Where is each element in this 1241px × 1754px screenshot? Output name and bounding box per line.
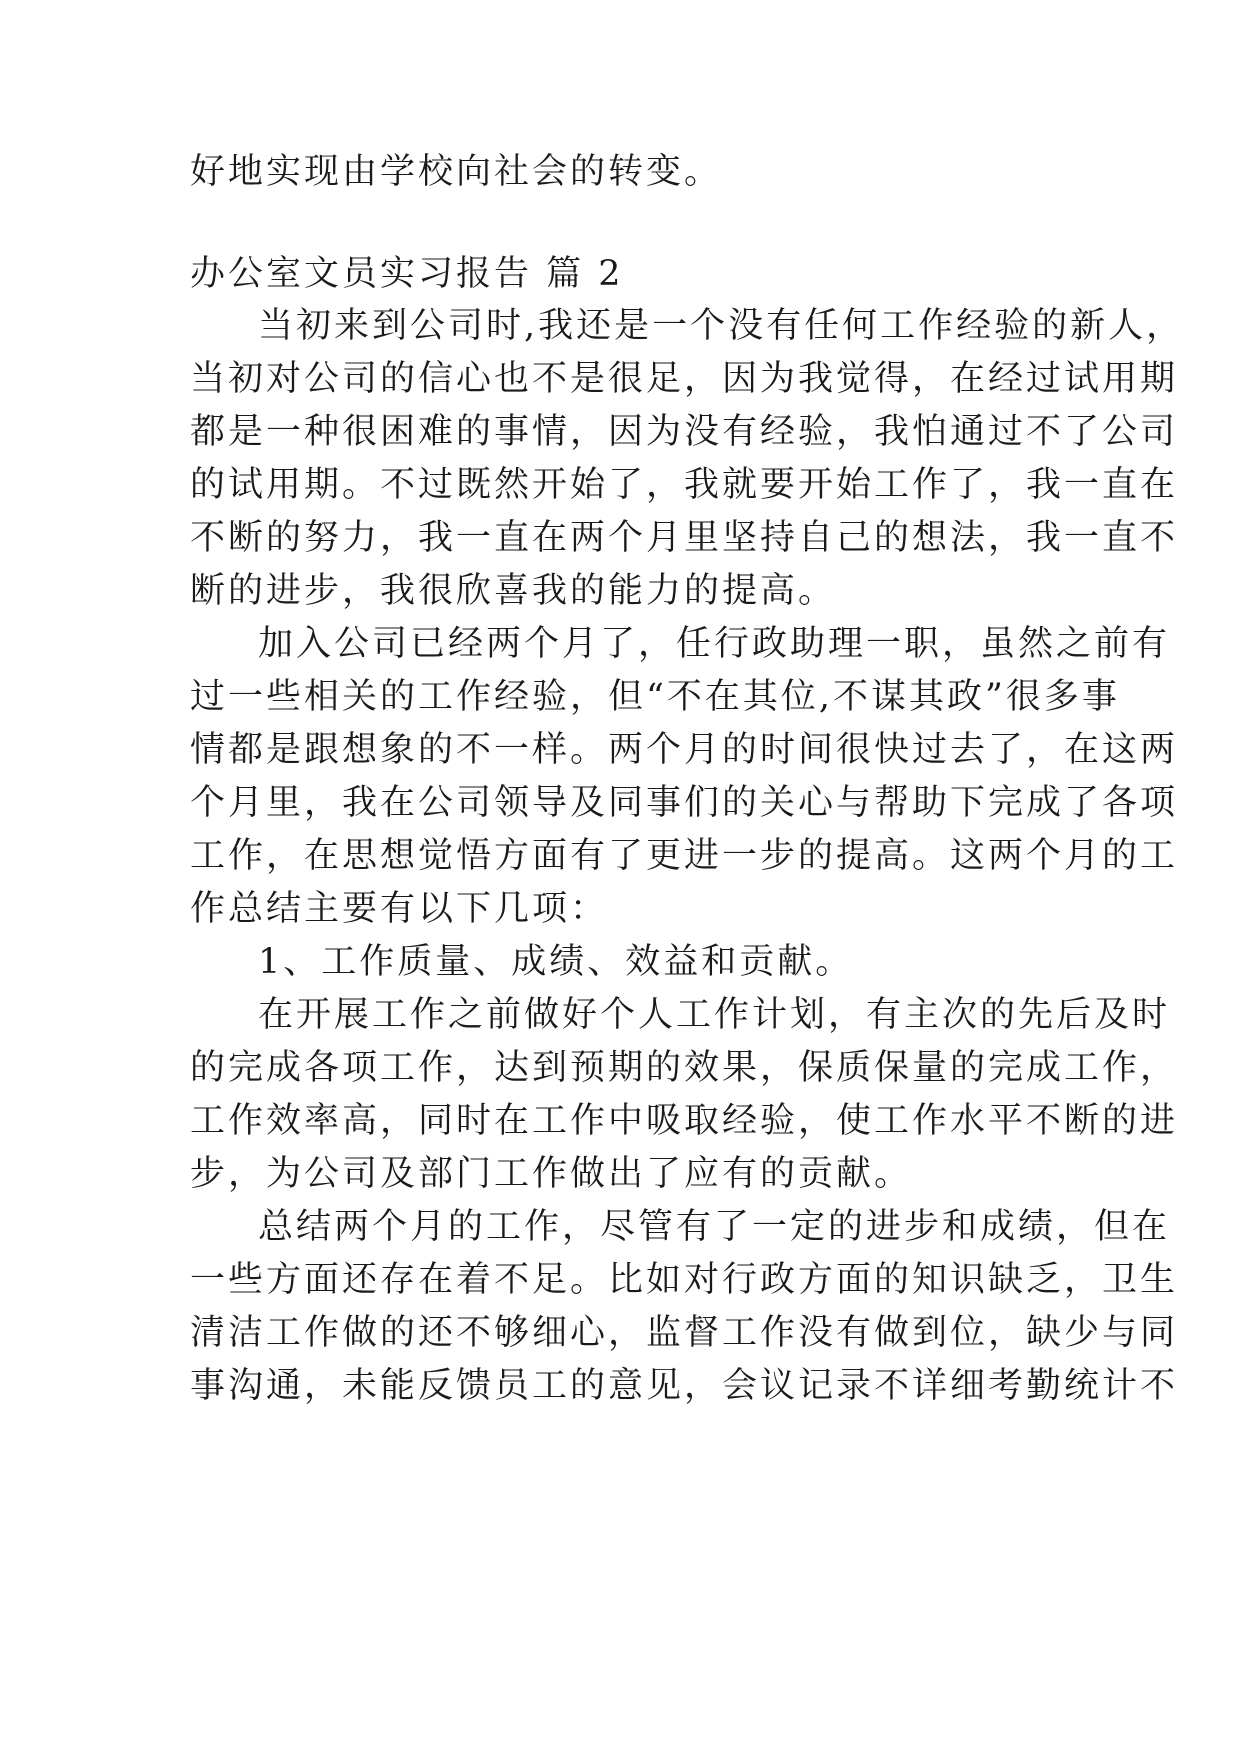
paragraph-line: 个月里，我在公司领导及同事们的关心与帮助下完成了各项 [190, 783, 1179, 823]
paragraph-line: 在开展工作之前做好个人工作计划，有主次的先后及时 [258, 995, 1171, 1035]
paragraph-line: 当初来到公司时,我还是一个没有任何工作经验的新人， [258, 306, 1185, 346]
list-item-heading: 1、工作质量、成绩、效益和贡献。 [258, 942, 854, 982]
paragraph-line: 的完成各项工作，达到预期的效果，保质保量的完成工作， [190, 1048, 1179, 1088]
paragraph-line: 清洁工作做的还不够细心，监督工作没有做到位，缺少与同 [190, 1313, 1179, 1353]
paragraph-line: 不断的努力，我一直在两个月里坚持自己的想法，我一直不 [190, 518, 1179, 558]
paragraph-line: 一些方面还存在着不足。比如对行政方面的知识缺乏，卫生 [190, 1260, 1179, 1300]
paragraph-line: 过一些相关的工作经验，但“不在其位,不谋其政”很多事 [190, 677, 1120, 717]
paragraph-line: 总结两个月的工作，尽管有了一定的进步和成绩，但在 [258, 1207, 1171, 1247]
paragraph-line: 好地实现由学校向社会的转变。 [190, 152, 723, 192]
paragraph-line: 工作效率高，同时在工作中吸取经验，使工作水平不断的进 [190, 1101, 1179, 1141]
section-heading: 办公室文员实习报告 篇 2 [190, 254, 624, 294]
paragraph-line: 加入公司已经两个月了，任行政助理一职，虽然之前有 [258, 624, 1171, 664]
paragraph-line: 都是一种很困难的事情，因为没有经验，我怕通过不了公司 [190, 412, 1179, 452]
paragraph-line: 断的进步，我很欣喜我的能力的提高。 [190, 571, 837, 611]
paragraph-line: 事沟通，未能反馈员工的意见，会议记录不详细考勤统计不 [190, 1366, 1179, 1406]
paragraph-line: 的试用期。不过既然开始了，我就要开始工作了，我一直在 [190, 465, 1179, 505]
paragraph-line: 当初对公司的信心也不是很足，因为我觉得，在经过试用期 [190, 359, 1179, 399]
paragraph-line: 工作，在思想觉悟方面有了更进一步的提高。这两个月的工 [190, 836, 1179, 876]
paragraph-line: 作总结主要有以下几项： [190, 889, 609, 929]
paragraph-line: 情都是跟想象的不一样。两个月的时间很快过去了，在这两 [190, 730, 1179, 770]
paragraph-line: 步，为公司及部门工作做出了应有的贡献。 [190, 1154, 913, 1194]
